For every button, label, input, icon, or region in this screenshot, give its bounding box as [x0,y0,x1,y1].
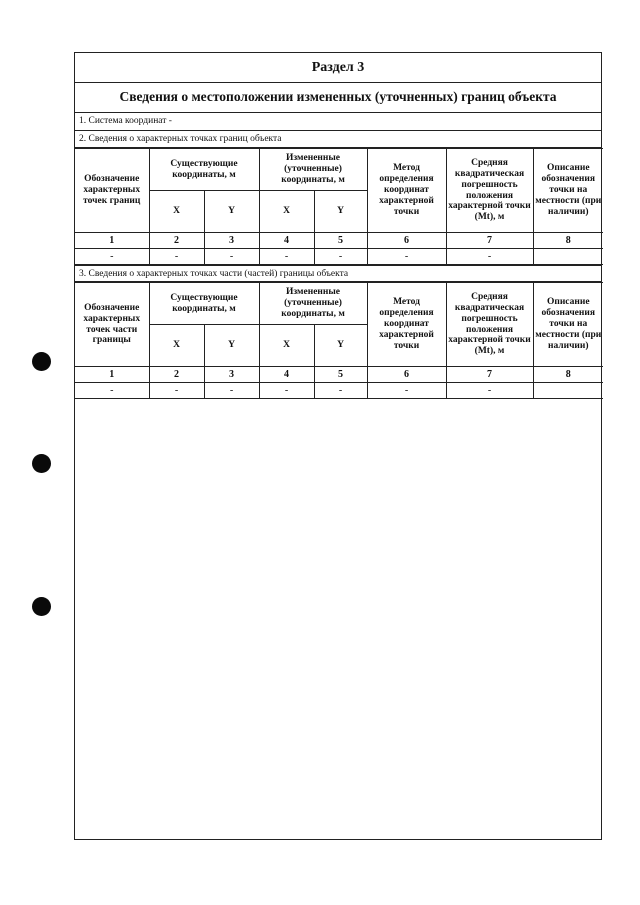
col-existing: Существующие координаты, м [149,149,259,191]
num-cell: 1 [75,233,149,249]
col-description: Описание обозначения точки на местности (при наличии) [533,283,603,367]
table-number-row [75,367,603,383]
num-cell: 7 [446,233,533,249]
num-cell: 5 [314,233,367,249]
col-description: Описание обозначения точки на местности (при наличии) [533,149,603,233]
num-cell: 6 [367,233,446,249]
data-cell: - [314,249,367,265]
num-cell: 5 [314,367,367,383]
col-existing: Существующие координаты, м [149,283,259,325]
data-cell: - [446,383,533,399]
block3-heading: 3. Сведения о характерных точках части (частей) границы объекта [75,265,601,282]
col-x-existing: X [149,325,204,367]
num-cell: 3 [204,233,259,249]
num-cell: 4 [259,233,314,249]
col-y-existing: Y [204,191,259,233]
data-cell: - [259,249,314,265]
block3-table [75,282,603,399]
col-y-changed: Y [314,325,367,367]
data-cell [533,383,603,399]
data-cell: - [204,383,259,399]
data-cell: - [314,383,367,399]
num-cell: 2 [149,233,204,249]
punch-hole-top [32,352,51,371]
data-cell: - [367,383,446,399]
data-cell: - [75,249,149,265]
section-subtitle: Сведения о местоположении измененных (уточненных) границ объекта [75,82,601,113]
col-x-changed: X [259,325,314,367]
block2-table [75,148,603,265]
col-x-changed: X [259,191,314,233]
coordinate-system-line: 1. Система координат - [75,112,601,131]
num-cell: 8 [533,367,603,383]
num-cell: 3 [204,367,259,383]
col-y-existing: Y [204,325,259,367]
data-cell: - [149,249,204,265]
col-designation: Обозначение характерных точек части границы [75,283,149,367]
data-cell: - [367,249,446,265]
num-cell: 7 [446,367,533,383]
col-x-existing: X [149,191,204,233]
num-cell: 1 [75,367,149,383]
col-error: Средняя квадратическая погрешность положения характерной точки (Mt), м [446,149,533,233]
col-method: Метод определения координат характерной точки [367,149,446,233]
col-y-changed: Y [314,191,367,233]
block2-heading: 2. Сведения о характерных точках границ объекта [75,131,601,148]
data-cell: - [204,249,259,265]
table-row [75,383,603,399]
data-cell: - [446,249,533,265]
data-cell: - [149,383,204,399]
section-title: Раздел 3 [75,53,601,83]
punch-hole-bottom [32,597,51,616]
col-designation: Обозначение характерных точек границ [75,149,149,233]
col-method: Метод определения координат характерной точки [367,283,446,367]
table-row [75,249,603,265]
col-error: Средняя квадратическая погрешность положения характерной точки (Mt), м [446,283,533,367]
col-changed: Измененные (уточненные) координаты, м [259,283,367,325]
num-cell: 2 [149,367,204,383]
data-cell [533,249,603,265]
num-cell: 4 [259,367,314,383]
num-cell: 8 [533,233,603,249]
data-cell: - [75,383,149,399]
num-cell: 6 [367,367,446,383]
section-frame [74,52,602,840]
data-cell: - [259,383,314,399]
punch-hole-middle [32,454,51,473]
table-number-row [75,233,603,249]
col-changed: Измененные (уточненные) координаты, м [259,149,367,191]
